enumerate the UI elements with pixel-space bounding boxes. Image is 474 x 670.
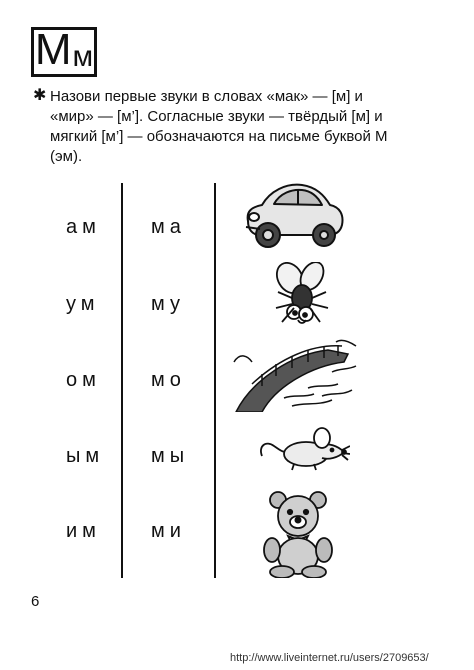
- syllable-right: мы: [151, 445, 190, 467]
- syllable-left: ом: [66, 369, 101, 391]
- lowercase-letter: м: [72, 40, 94, 73]
- capital-letter: М: [34, 25, 72, 74]
- syllable-right: ми: [151, 520, 186, 542]
- letter-header: [31, 27, 97, 77]
- column-divider-right: [214, 183, 216, 578]
- teddy-bear-icon: [260, 488, 336, 578]
- footer-url[interactable]: http://www.liveinternet.ru/users/2709653/: [230, 652, 429, 664]
- star-bullet-icon: ✱: [33, 87, 47, 104]
- syllable-right: ма: [151, 216, 186, 238]
- syllable-right: мо: [151, 369, 186, 391]
- syllable-right: му: [151, 293, 185, 315]
- page-number: 6: [31, 593, 40, 610]
- car-icon: [240, 177, 346, 253]
- fly-icon: [268, 262, 332, 330]
- syllable-left: им: [66, 520, 101, 542]
- syllable-left: ам: [66, 216, 101, 238]
- syllable-left: ым: [66, 445, 105, 467]
- task-text: Назови первые звуки в словах «мак» — [м] и «мир» — [м’]. Согласные звуки — твёрдый [м] и мягкий [м’] — обозначаются на письме буквой М (эм).: [50, 88, 388, 165]
- mouse-icon: [258, 420, 350, 476]
- syllable-left: ум: [66, 293, 100, 315]
- bridge-icon: [232, 332, 360, 412]
- column-divider-left: [121, 183, 123, 578]
